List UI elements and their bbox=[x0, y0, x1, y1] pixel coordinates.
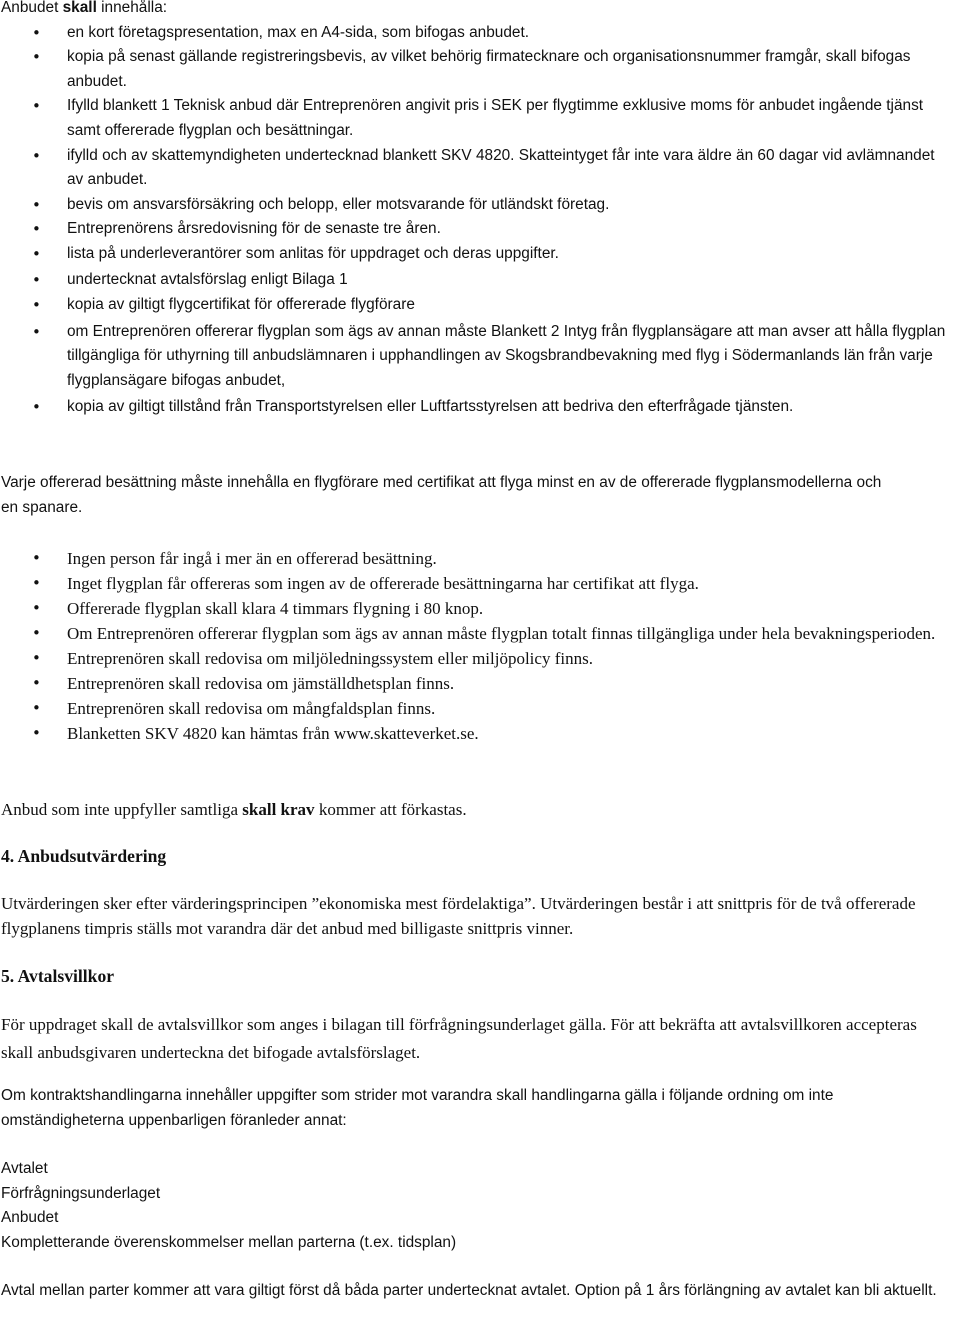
list-item: • kopia av giltigt flygcertifikat för offererade flygförare bbox=[1, 293, 957, 318]
rejection-sentence bbox=[1, 797, 957, 822]
list-item: • Ifylld blankett 1 Teknisk anbud där Entreprenören angivit pris i SEK per flygtimme exklusive moms för anbudet ingående tjänst samt offererade flygplan och besättningar. bbox=[1, 94, 957, 143]
list-item: • Entreprenören skall redovisa om jämställdhetsplan finns. bbox=[1, 671, 957, 696]
order-paragraph: Om kontraktshandlingarna innehåller uppgifter som strider mot varandra skall handlingarna gälla i följande ordning om inte omständigheterna uppenbarligen föranleder annat: bbox=[1, 1087, 834, 1129]
list-item: • bevis om ansvarsförsäkring och belopp, eller motsvarande för utländskt företag. bbox=[1, 193, 957, 218]
list-item: • Om Entreprenören offererar flygplan som ägs av annan måste flygplan totalt finnas tillgängliga under hela bevakningsperioden. bbox=[1, 621, 957, 646]
list-item: • Entreprenören skall redovisa om mångfaldsplan finns. bbox=[1, 696, 957, 721]
list-item: Anbudet bbox=[1, 1209, 59, 1227]
conditions-list bbox=[1, 546, 957, 746]
requirements-list bbox=[1, 21, 957, 420]
rejection-bold: skall krav bbox=[242, 800, 315, 819]
list-item: Kompletterande överenskommelser mellan parterna (t.ex. tidsplan) bbox=[1, 1233, 457, 1251]
list-item: • Offererade flygplan skall klara 4 timmars flygning i 80 knop. bbox=[1, 596, 957, 621]
rejection-prefix: Anbud som inte uppfyller samtliga bbox=[1, 800, 243, 819]
evaluation-paragraph: Utvärderingen sker efter värderingsprincipen ”ekonomiska mest fördelaktiga”. Utvärderingen består i att snittpris för de två offererade flygplanens timpris ställs mot varandra där det anbud med billigaste snittpris vinner. bbox=[1, 894, 916, 938]
requirements-title bbox=[1, 0, 957, 21]
list-item: • kopia på senast gällande registreringsbevis, av vilket behörig firmatecknare och organisationsnummer framgår, skall bifogas anbudet. bbox=[1, 45, 957, 94]
list-item: • Blanketten SKV 4820 kan hämtas från www.skatteverket.se. bbox=[1, 721, 957, 746]
list-item: Avtalet bbox=[1, 1160, 48, 1177]
list-item: • om Entreprenören offererar flygplan som ägs av annan måste Blankett 2 Intyg från flygplansägare att man avser att hålla flygplan tillgängliga för uthyrning till anbudslämnaren i upphandlingen av Skogsbrandbevakning med flyg i Södermanlands län från varje flygplansägare bifogas anbudet, bbox=[1, 320, 957, 394]
heading-terms: 5. Avtalsvillkor bbox=[1, 966, 115, 986]
rejection-suffix: kommer att förkastas. bbox=[314, 800, 467, 819]
list-item: • Entreprenörens årsredovisning för de senaste tre åren. bbox=[1, 217, 957, 242]
crew-paragraph: Varje offererad besättning måste innehålla en flygförare med certifikat att flyga minst en av de offererade flygplansmodellerna och en spanare. bbox=[1, 474, 882, 516]
requirements-section bbox=[1, 0, 957, 419]
list-item: • Entreprenören skall redovisa om miljöledningssystem eller miljöpolicy finns. bbox=[1, 646, 957, 671]
title-bold: skall bbox=[62, 0, 97, 16]
heading-evaluation: 4. Anbudsutvärdering bbox=[1, 846, 167, 866]
document-order-list bbox=[1, 1157, 957, 1255]
list-item: • Ingen person får ingå i mer än en offererad besättning. bbox=[1, 546, 957, 571]
list-item: • lista på underleverantörer som anlitas för uppdraget och deras uppgifter. bbox=[1, 242, 957, 267]
list-item: • undertecknat avtalsförslag enligt Bilaga 1 bbox=[1, 268, 957, 293]
terms-paragraph: För uppdraget skall de avtalsvillkor som anges i bilagan till förfrågningsunderlaget gälla. För att bekräfta att avtalsvillkoren accepteras skall anbudsgivaren underteckna det bifogade avtalsförslaget. bbox=[1, 1015, 917, 1062]
list-item: • en kort företagspresentation, max en A4-sida, som bifogas anbudet. bbox=[1, 21, 957, 46]
title-prefix: Anbudet bbox=[1, 0, 63, 16]
title-suffix: innehålla: bbox=[96, 0, 168, 16]
list-item: Förfrågningsunderlaget bbox=[1, 1184, 161, 1202]
list-item: • Inget flygplan får offereras som ingen av de offererade besättningarna har certifikat att flyga. bbox=[1, 571, 957, 596]
list-item: • ifylld och av skattemyndigheten undertecknad blankett SKV 4820. Skatteintyget får inte vara äldre än 60 dagar vid avlämnandet av anbudet. bbox=[1, 144, 957, 193]
final-paragraph: Avtal mellan parter kommer att vara giltigt först då båda parter undertecknat avtalet. Option på 1 års förlängning av avtalet kan bli aktuellt. bbox=[1, 1282, 937, 1299]
list-item: • kopia av giltigt tillstånd från Transportstyrelsen eller Luftfartsstyrelsen att bedriva den efterfrågade tjänsten. bbox=[1, 395, 957, 420]
